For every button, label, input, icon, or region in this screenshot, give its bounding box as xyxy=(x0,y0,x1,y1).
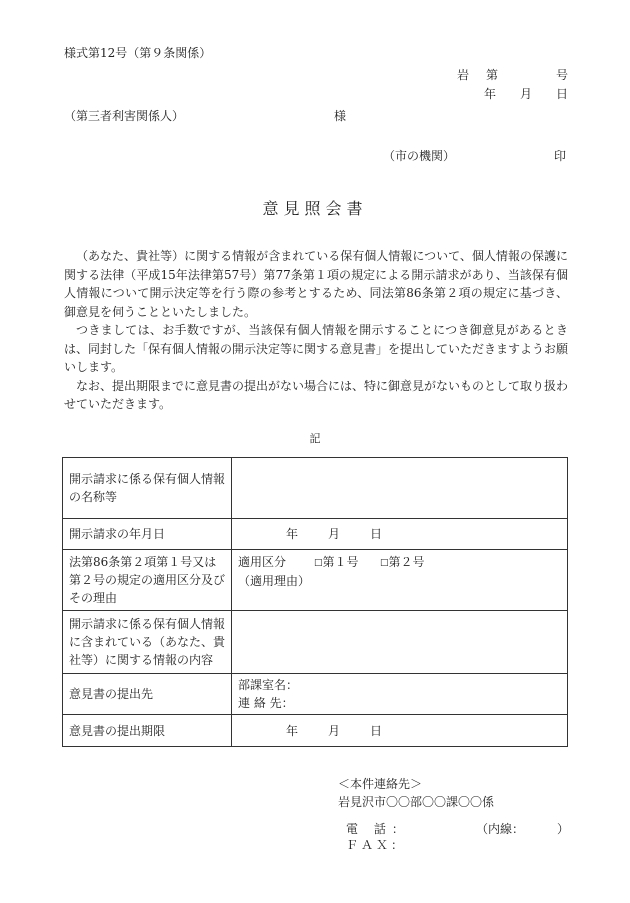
table-row xyxy=(63,458,568,519)
doc-number-go: 号 xyxy=(556,68,569,82)
doc-number-prefix: 岩 xyxy=(457,68,470,82)
row-label-request-date: 開示請求の年月日 xyxy=(63,519,232,550)
deadline-year: 年 xyxy=(286,723,299,738)
deadline-month: 月 xyxy=(328,723,341,738)
row-label-deadline: 意見書の提出期限 xyxy=(63,715,232,747)
deadline-day: 日 xyxy=(370,723,383,738)
row-value-submit-to xyxy=(232,674,568,715)
table-row xyxy=(63,674,568,715)
contact-fax-label: ＦＡＸ： xyxy=(346,838,407,852)
row-value-deadline xyxy=(232,715,568,747)
option-label-2: 第２号 xyxy=(388,555,425,569)
date-day: 日 xyxy=(556,87,569,101)
contact-extension-close: ） xyxy=(557,822,570,836)
document-title: 意見照会書 xyxy=(262,199,368,218)
addressee-honorific: 様 xyxy=(334,109,347,123)
contact-office: 岩見沢市〇〇部〇〇課〇〇係 xyxy=(338,795,495,809)
date-year: 年 xyxy=(484,87,497,101)
inquiry-table xyxy=(62,457,568,747)
row-label-content: 開示請求に係る保有個人情報に含まれている（あなた、貴社等）に関する情報の内容 xyxy=(63,611,232,674)
row-value-request-date xyxy=(232,519,568,550)
row-value-content xyxy=(232,611,568,674)
table-row xyxy=(63,550,568,611)
table-row xyxy=(63,715,568,747)
checkbox-icon[interactable]: □ xyxy=(380,558,389,568)
row-value-category xyxy=(232,550,568,611)
checkbox-icon[interactable]: □ xyxy=(314,558,323,568)
request-date-day: 日 xyxy=(370,527,383,541)
contact-heading: ＜本件連絡先＞ xyxy=(338,777,423,791)
option-item-2 xyxy=(380,555,425,569)
table-row xyxy=(63,611,568,674)
contact-tel-label: 電 話： xyxy=(346,822,410,836)
body-paragraph-1: （あなた、貴社等）に関する情報が含まれている保有個人情報について、個人情報の保護に関する法律（平成15年法律第57号）第77条第１項の規定による開示請求があり、当該保有個人情報について開示決定等を行う際の参考とするため、同法第86条第２項の規定に基づき、御意見を伺うことといたしました。 xyxy=(64,249,568,319)
row-label-category: 法第86条第２項第１号又は第２号の規定の適用区分及びその理由 xyxy=(63,550,232,611)
request-date-month: 月 xyxy=(328,527,341,541)
request-date-year: 年 xyxy=(286,527,299,541)
doc-number-dai: 第 xyxy=(486,68,499,82)
table-row xyxy=(63,519,568,550)
category-kubun-label: 適用区分 xyxy=(238,555,287,569)
row-value-name xyxy=(232,458,568,519)
reason-label: （適用理由） xyxy=(238,574,311,588)
form-number: 様式第12号（第９条関係） xyxy=(64,46,212,60)
row-label-name: 開示請求に係る保有個人情報の名称等 xyxy=(63,458,232,519)
submit-contact-label: 連 絡 先： xyxy=(238,696,294,710)
addressee-label: （第三者利害関係人） xyxy=(64,109,185,123)
issuer-label: （市の機関） xyxy=(383,149,456,163)
ki-heading: 記 xyxy=(309,432,321,445)
row-label-submit-to: 意見書の提出先 xyxy=(63,674,232,715)
body-text xyxy=(64,247,568,414)
issuer-seal: 印 xyxy=(554,149,567,163)
submit-dept-label: 部課室名： xyxy=(238,678,299,692)
option-label-1: 第１号 xyxy=(322,555,359,569)
body-paragraph-3: なお、提出期限までに意見書の提出がない場合には、特に御意見がないものとして取り扱わせていただきます。 xyxy=(64,378,569,411)
category-line xyxy=(238,553,561,572)
contact-extension-open: （内線： xyxy=(476,822,525,836)
option-item-1 xyxy=(314,553,380,572)
date-month: 月 xyxy=(520,87,533,101)
body-paragraph-2: つきましては、お手数ですが、当該保有個人情報を開示することにつき御意見があるときは、同封した「保有個人情報の開示決定等に関する意見書」を提出していただきますようお願いします。 xyxy=(64,323,569,374)
